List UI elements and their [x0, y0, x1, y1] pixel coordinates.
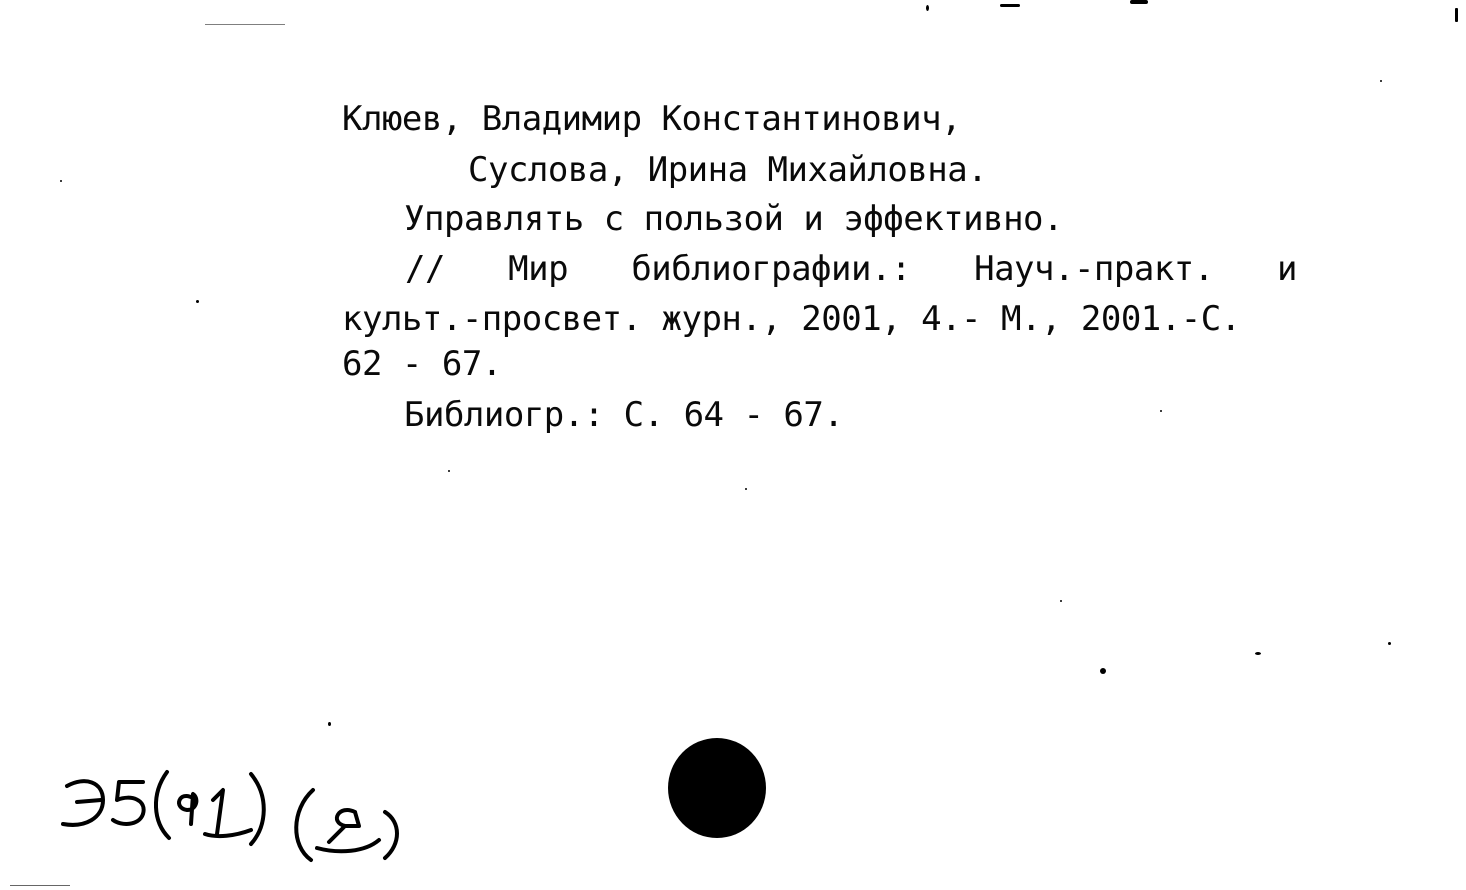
author-line: Клюев, Владимир Константинович,	[342, 99, 962, 139]
source-word: библиографии.:	[631, 249, 911, 289]
scan-speck	[1100, 668, 1106, 674]
source-word: //	[405, 249, 445, 289]
source-line-1	[405, 249, 1297, 289]
scan-speck	[1160, 410, 1162, 412]
scan-speck	[1255, 652, 1261, 655]
source-word: Мир	[508, 249, 569, 289]
bibliography-line: Библиогр.: С. 64 - 67.	[404, 395, 844, 435]
coauthor-line: Суслова, Ирина Михайловна.	[468, 150, 988, 190]
scan-speck	[1060, 600, 1062, 602]
scan-speck	[1455, 8, 1458, 22]
scan-speck	[1000, 4, 1020, 7]
source-word: Науч.-практ.	[974, 249, 1214, 289]
scan-speck	[1388, 642, 1391, 645]
scan-speck	[196, 300, 199, 303]
handwritten-shelf-mark	[55, 760, 425, 870]
scan-speck	[745, 488, 747, 490]
scan-speck	[10, 885, 70, 886]
title-line: Управлять с пользой и эффективно.	[404, 199, 1064, 239]
scan-speck	[328, 722, 331, 726]
source-word: и	[1276, 249, 1297, 289]
scan-speck	[1130, 0, 1148, 4]
scan-speck	[1380, 80, 1382, 82]
scan-speck	[205, 24, 285, 25]
scan-speck	[60, 180, 62, 182]
source-line-3: 62 - 67.	[342, 344, 502, 384]
source-line-2: культ.-просвет. журн., 2001, 4.- М., 2001.-С.	[342, 299, 1241, 339]
punch-hole	[668, 738, 766, 838]
scan-speck	[448, 470, 450, 472]
scan-speck	[926, 5, 929, 11]
shelf-mark-drawing	[55, 760, 425, 870]
